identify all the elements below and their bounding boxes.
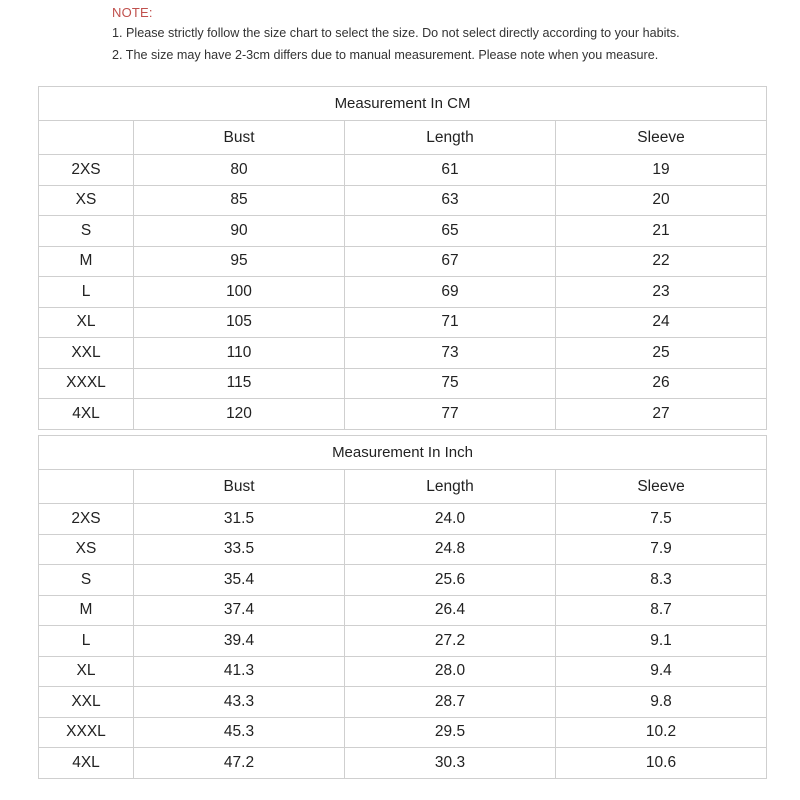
size-label-cell: XXXL	[39, 368, 134, 399]
measurement-cell: 7.9	[556, 534, 767, 565]
measurement-cell: 26.4	[345, 595, 556, 626]
table-header-row	[39, 121, 767, 155]
table-row	[39, 307, 767, 338]
table-row	[39, 155, 767, 186]
measurement-cell: 80	[134, 155, 345, 186]
table-caption: Measurement In CM	[39, 87, 767, 121]
table-caption-row	[39, 87, 767, 121]
table-row	[39, 399, 767, 430]
measurement-cell: 8.7	[556, 595, 767, 626]
measurement-cell: 61	[345, 155, 556, 186]
measurement-cell: 105	[134, 307, 345, 338]
header-corner-cell	[39, 470, 134, 504]
measurement-cell: 9.4	[556, 656, 767, 687]
table-row	[39, 595, 767, 626]
size-label-cell: M	[39, 246, 134, 277]
column-header: Length	[345, 121, 556, 155]
table-row	[39, 216, 767, 247]
measurement-cell: 90	[134, 216, 345, 247]
measurement-cell: 9.8	[556, 687, 767, 718]
measurement-cell: 69	[345, 277, 556, 308]
measurement-cell: 100	[134, 277, 345, 308]
table-row	[39, 717, 767, 748]
measurement-cell: 30.3	[345, 748, 556, 779]
size-label-cell: XXL	[39, 338, 134, 369]
size-label-cell: L	[39, 626, 134, 657]
measurement-cell: 41.3	[134, 656, 345, 687]
measurement-cell: 45.3	[134, 717, 345, 748]
measurement-cell: 25	[556, 338, 767, 369]
measurement-cell: 27.2	[345, 626, 556, 657]
size-label-cell: S	[39, 216, 134, 247]
table-row	[39, 368, 767, 399]
size-table-cm	[38, 86, 767, 430]
note-line-1: 1. Please strictly follow the size chart to select the size. Do not select directly according to your habits.	[112, 26, 680, 40]
table-row	[39, 277, 767, 308]
measurement-cell: 24	[556, 307, 767, 338]
size-label-cell: 2XS	[39, 155, 134, 186]
measurement-cell: 27	[556, 399, 767, 430]
measurement-cell: 23	[556, 277, 767, 308]
measurement-cell: 115	[134, 368, 345, 399]
column-header: Sleeve	[556, 470, 767, 504]
size-label-cell: 4XL	[39, 399, 134, 430]
size-label-cell: 2XS	[39, 504, 134, 535]
table-row	[39, 748, 767, 779]
table-row	[39, 687, 767, 718]
header-corner-cell	[39, 121, 134, 155]
measurement-cell: 24.8	[345, 534, 556, 565]
measurement-cell: 9.1	[556, 626, 767, 657]
measurement-cell: 28.7	[345, 687, 556, 718]
size-label-cell: XS	[39, 185, 134, 216]
measurement-cell: 33.5	[134, 534, 345, 565]
measurement-cell: 26	[556, 368, 767, 399]
size-label-cell: M	[39, 595, 134, 626]
size-label-cell: L	[39, 277, 134, 308]
measurement-cell: 75	[345, 368, 556, 399]
measurement-cell: 39.4	[134, 626, 345, 657]
measurement-cell: 31.5	[134, 504, 345, 535]
table-header-row	[39, 470, 767, 504]
measurement-cell: 73	[345, 338, 556, 369]
measurement-cell: 10.6	[556, 748, 767, 779]
measurement-cell: 19	[556, 155, 767, 186]
table-row	[39, 338, 767, 369]
size-label-cell: XXXL	[39, 717, 134, 748]
measurement-cell: 77	[345, 399, 556, 430]
measurement-cell: 47.2	[134, 748, 345, 779]
measurement-cell: 71	[345, 307, 556, 338]
measurement-cell: 25.6	[345, 565, 556, 596]
measurement-cell: 29.5	[345, 717, 556, 748]
measurement-cell: 63	[345, 185, 556, 216]
column-header: Bust	[134, 470, 345, 504]
table-caption-row	[39, 436, 767, 470]
measurement-cell: 67	[345, 246, 556, 277]
table-row	[39, 656, 767, 687]
measurement-cell: 22	[556, 246, 767, 277]
size-label-cell: 4XL	[39, 748, 134, 779]
size-label-cell: XS	[39, 534, 134, 565]
measurement-cell: 35.4	[134, 565, 345, 596]
column-header: Sleeve	[556, 121, 767, 155]
note-line-2: 2. The size may have 2-3cm differs due to manual measurement. Please note when you measure.	[112, 48, 659, 62]
measurement-cell: 37.4	[134, 595, 345, 626]
measurement-cell: 10.2	[556, 717, 767, 748]
size-label-cell: XL	[39, 307, 134, 338]
table-row	[39, 246, 767, 277]
size-table-inch	[38, 435, 767, 779]
table-row	[39, 626, 767, 657]
measurement-cell: 43.3	[134, 687, 345, 718]
measurement-cell: 95	[134, 246, 345, 277]
measurement-cell: 24.0	[345, 504, 556, 535]
column-header: Bust	[134, 121, 345, 155]
table-caption: Measurement In Inch	[39, 436, 767, 470]
table-row	[39, 534, 767, 565]
measurement-cell: 120	[134, 399, 345, 430]
note-block	[112, 4, 712, 66]
measurement-cell: 85	[134, 185, 345, 216]
table-row	[39, 504, 767, 535]
measurement-cell: 21	[556, 216, 767, 247]
measurement-cell: 20	[556, 185, 767, 216]
measurement-cell: 65	[345, 216, 556, 247]
size-label-cell: XL	[39, 656, 134, 687]
measurement-cell: 8.3	[556, 565, 767, 596]
table-row	[39, 185, 767, 216]
table-row	[39, 565, 767, 596]
measurement-cell: 28.0	[345, 656, 556, 687]
note-title: NOTE:	[112, 5, 153, 20]
size-label-cell: S	[39, 565, 134, 596]
column-header: Length	[345, 470, 556, 504]
measurement-cell: 110	[134, 338, 345, 369]
measurement-cell: 7.5	[556, 504, 767, 535]
size-label-cell: XXL	[39, 687, 134, 718]
